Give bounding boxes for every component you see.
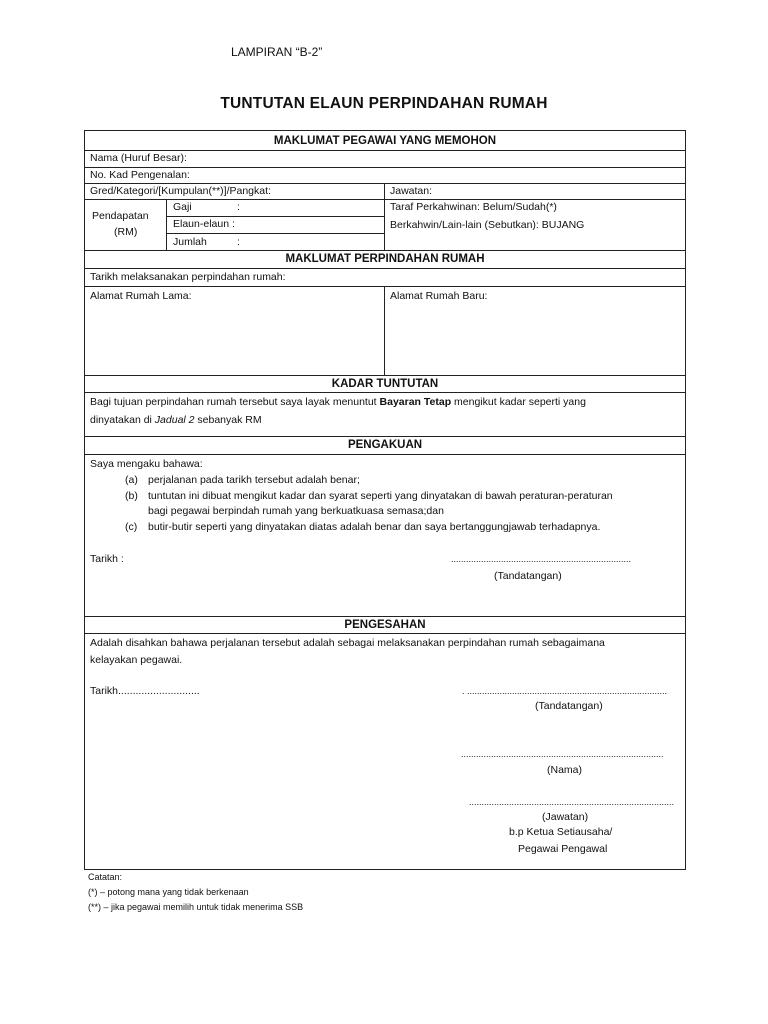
claim-form-table bbox=[84, 130, 686, 870]
catatan-note-2: (**) – jika pegawai memilih untuk tidak menerima SSB bbox=[88, 902, 304, 912]
pendapatan-rm-label: (RM) bbox=[114, 226, 138, 238]
pengakuan-item-b-label: (b) bbox=[125, 490, 138, 502]
alamat-lama-field: Alamat Rumah Lama: bbox=[90, 290, 192, 302]
catatan-note-1: (*) – potong mana yang tidak berkenaan bbox=[88, 887, 249, 897]
pengakuan-item-b-text-cont: bagi pegawai berpindah rumah yang berkuatkuasa semasa;dan bbox=[148, 505, 444, 517]
pengakuan-tandatangan: (Tandatangan) bbox=[494, 570, 562, 582]
lampiran-label: LAMPIRAN “B-2” bbox=[231, 45, 323, 59]
pengakuan-item-a-text: perjalanan pada tarikh tersebut adalah benar; bbox=[148, 474, 360, 486]
pengesahan-tandatangan: (Tandatangan) bbox=[535, 700, 603, 712]
form-title: TUNTUTAN ELAUN PERPINDAHAN RUMAH bbox=[220, 95, 548, 112]
pengakuan-intro: Saya mengaku bahawa: bbox=[90, 458, 203, 470]
pengakuan-item-b-text: tuntutan ini dibuat mengikut kadar dan syarat seperti yang dinyatakan di bawah peraturan-peraturan bbox=[148, 490, 613, 502]
section-header-pengesahan: PENGESAHAN bbox=[344, 619, 426, 631]
berkahwin-field: Berkahwin/Lain-lain (Sebutkan): BUJANG bbox=[390, 219, 585, 231]
catatan-notes bbox=[88, 870, 303, 915]
nama-field: Nama (Huruf Besar): bbox=[90, 152, 187, 164]
nama-signature-line: ................................................................................. bbox=[461, 749, 664, 759]
alamat-baru-field: Alamat Rumah Baru: bbox=[390, 290, 488, 302]
pengakuan-item-a-label: (a) bbox=[125, 474, 138, 486]
pengesahan-jawatan: (Jawatan) bbox=[542, 811, 589, 823]
pengakuan-signature-line: ........................................................................ bbox=[451, 554, 632, 564]
catatan-title: Catatan: bbox=[88, 872, 123, 882]
pengesahan-line-2: kelayakan pegawai. bbox=[90, 654, 183, 666]
gaji-colon: : bbox=[237, 201, 240, 213]
section-header-kadar: KADAR TUNTUTAN bbox=[331, 378, 439, 390]
section-header-pengakuan: PENGAKUAN bbox=[347, 439, 423, 451]
pendapatan-label: Pendapatan bbox=[92, 210, 149, 222]
pengakuan-item-c-text: butir-butir seperti yang dinyatakan diatas adalah benar dan saya bertanggungjawab terhadapnya. bbox=[148, 521, 601, 533]
pengesahan-bp: b.p Ketua Setiausaha/ bbox=[509, 826, 613, 838]
pengesahan-pegawai: Pegawai Pengawal bbox=[518, 843, 608, 855]
taraf-perkahwinan: Taraf Perkahwinan: Belum/Sudah(*) bbox=[390, 201, 557, 213]
pengesahan-tarikh: Tarikh............................ bbox=[90, 685, 200, 697]
pengakuan-tarikh: Tarikh : bbox=[90, 553, 124, 565]
section-header-perpindahan: MAKLUMAT PERPINDAHAN RUMAH bbox=[285, 253, 485, 265]
gred-field: Gred/Kategori/[Kumpulan(**)]/Pangkat: bbox=[90, 185, 271, 197]
pengakuan-item-c-label: (c) bbox=[125, 521, 138, 533]
jumlah-colon: : bbox=[237, 236, 240, 248]
jumlah-label: Jumlah bbox=[173, 236, 207, 248]
pengesahan-signature-line: . ................................................................................ bbox=[462, 686, 668, 696]
pengesahan-nama: (Nama) bbox=[547, 764, 583, 776]
gaji-label: Gaji bbox=[173, 201, 192, 213]
kadar-line-1: Bagi tujuan perpindahan rumah tersebut saya layak menuntut Bayaran Tetap mengikut kadar seperti yang bbox=[90, 396, 586, 408]
kadar-line-2: dinyatakan di Jadual 2 sebanyak RM bbox=[90, 414, 262, 426]
section-header-maklumat-pegawai: MAKLUMAT PEGAWAI YANG MEMOHON bbox=[273, 135, 497, 147]
jawatan-field: Jawatan: bbox=[390, 185, 433, 197]
tarikh-pindah-field: Tarikh melaksanakan perpindahan rumah: bbox=[90, 271, 286, 283]
elaun-label: Elaun-elaun : bbox=[173, 218, 235, 230]
jawatan-signature-line: .................................................................................. bbox=[469, 797, 675, 807]
pengesahan-line-1: Adalah disahkan bahawa perjalanan tersebut adalah sebagai melaksanakan perpindahan rumah sebagaimana bbox=[90, 637, 605, 649]
ic-field: No. Kad Pengenalan: bbox=[90, 169, 190, 181]
